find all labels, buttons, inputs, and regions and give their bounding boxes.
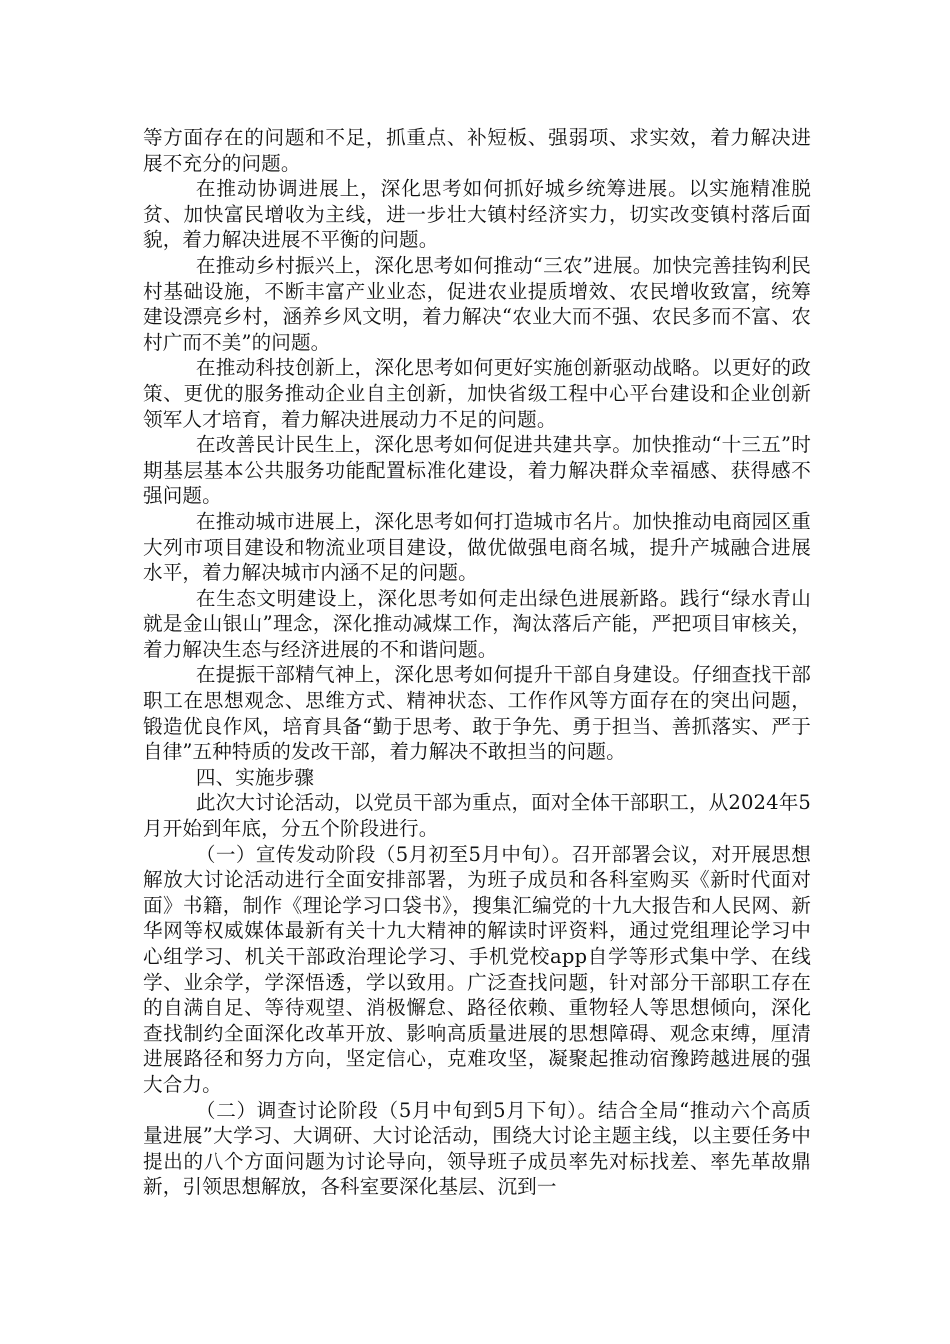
paragraph-stage-one: （一）宣传发动阶段（5月初至5月中旬）。召开部署会议，对开展思想解放大讨论活动进行全面安排部署，为班子成员和各科室购买《新时代面对面》书籍，制作《理论学习口袋书》，搜集汇编党的十九大报告和人民网、新华网等权威媒体最新有关十九大精神的解读时评资料，通过党组理论学习中心组学习、机关干部政治理论学习、手机党校app自学等形式集中学、在线学、业余学，学深悟透，学以致用。广泛查找问题，针对部分干部职工存在的自满自足、等待观望、消极懈怠、路径依赖、重物轻人等思想倾向，深化查找制约全面深化改革开放、影响高质量进展的思想障碍、观念束缚，厘清进展路径和努力方向，坚定信心，克难攻坚，凝聚起推动宿豫跨越进展的强大合力。: [143, 842, 811, 1096]
paragraph-rural-revitalization: 在推动乡村振兴上，深化思考如何推动“三农”进展。加快完善挂钩利民村基础设施，不断丰富产业业态，促进农业提质增效、农民增收致富，统筹建设漂亮乡村，涵养乡风文明，着力解决“农业大而不强、农民多而不富、农村广而不美”的问题。: [143, 253, 811, 354]
section-heading-implementation-steps: 四、实施步骤: [195, 765, 315, 789]
paragraph-continuation: 等方面存在的问题和不足，抓重点、补短板、强弱项、求实效，着力解决进展不充分的问题。: [143, 126, 811, 175]
paragraph-cadre-spirit: 在提振干部精气神上，深化思考如何提升干部自身建设。仔细查找干部职工在思想观念、思维方式、精神状态、工作作风等方面存在的突出问题，锻造优良作风，培育具备“勤于思考、敢于争先、勇于担当、善抓落实、严于自律”五种特质的发改干部，着力解决不敢担当的问题。: [143, 663, 811, 764]
paragraph-city-development: 在推动城市进展上，深化思考如何打造城市名片。加快推动电商园区重大列市项目建设和物流业项目建设，做优做强电商名城，提升产城融合进展水平，着力解决城市内涵不足的问题。: [143, 509, 811, 585]
paragraph-ecology: 在生态文明建设上，深化思考如何走出绿色进展新路。践行“绿水青山就是金山银山”理念，深化推动减煤工作，淘汰落后产能，严把项目审核关，着力解决生态与经济进展的不和谐问题。: [143, 586, 811, 661]
paragraph-livelihood: 在改善民计民生上，深化思考如何促进共建共享。加快推动“十三五”时期基层基本公共服务功能配置标准化建设，着力解决群众幸福感、获得感不强问题。: [143, 433, 811, 508]
paragraph-activity-overview: 此次大讨论活动，以党员干部为重点，面对全体干部职工，从2024年5月开始到年底，分五个阶段进行。: [143, 791, 811, 841]
paragraph-coordinated-development: 在推动协调进展上，深化思考如何抓好城乡统筹进展。以实施精准脱贫、加快富民增收为主线，进一步壮大镇村经济实力，切实改变镇村落后面貌，着力解决进展不平衡的问题。: [143, 177, 811, 252]
paragraph-stage-two: （二）调查讨论阶段（5月中旬到5月下旬）。结合全局“推动六个高质量进展”大学习、大调研、大讨论活动，围绕大讨论主题主线，以主要任务中提出的八个方面问题为讨论导向，领导班子成员率先对标找差、率先革故鼎新，引领思想解放，各科室要深化基层、沉到一: [143, 1098, 811, 1199]
paragraph-tech-innovation: 在推动科技创新上，深化思考如何更好实施创新驱动战略。以更好的政策、更优的服务推动企业自主创新，加快省级工程中心平台建设和企业创新领军人才培育，着力解决进展动力不足的问题。: [143, 356, 811, 431]
document-body: [143, 125, 811, 1200]
